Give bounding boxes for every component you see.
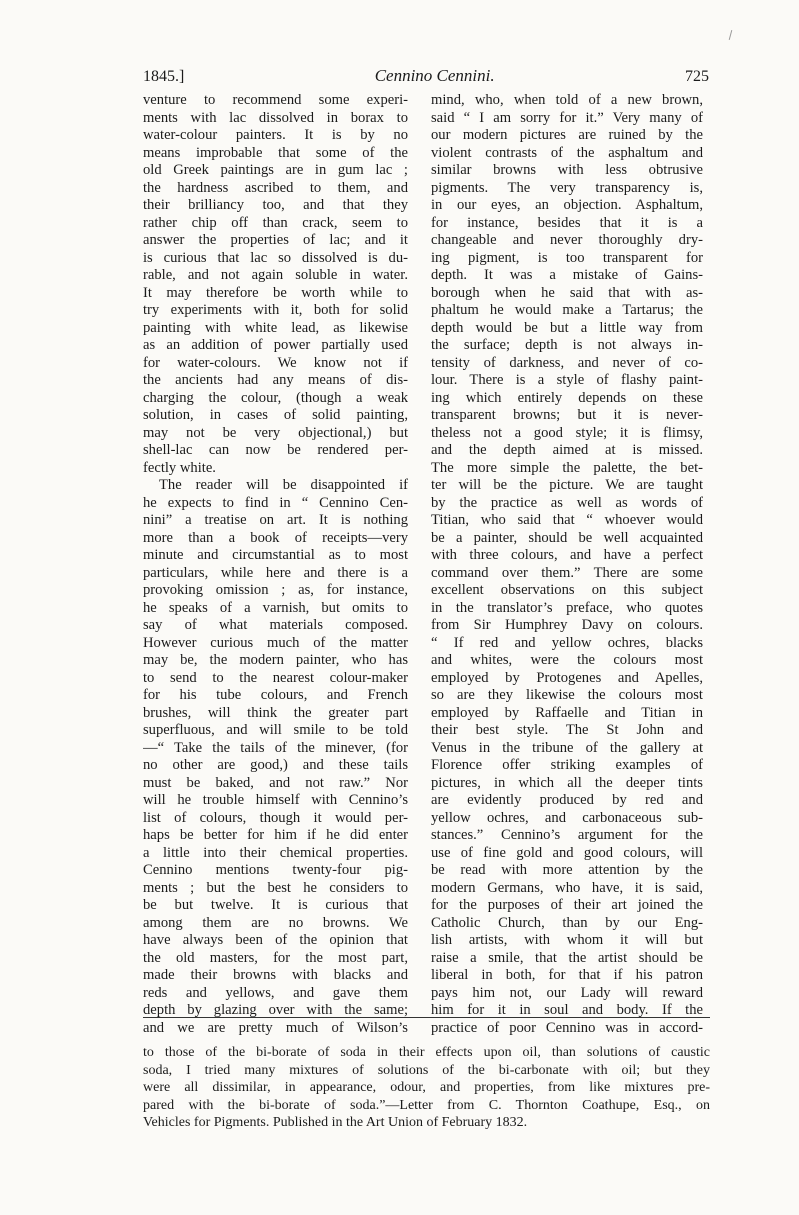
text-line: borough when he said that with as-	[431, 284, 703, 301]
text-line: the surface; depth is not always in-	[431, 337, 703, 353]
text-line: try experiments with it, both for solid	[143, 302, 408, 318]
text-line: water-colour painters. It is by no	[143, 127, 408, 143]
text-line: violent contrasts of the asphaltum and	[431, 144, 703, 161]
text-line: ing which entirely depends on these	[431, 389, 703, 406]
text-line: mind, who, when told of a new brown,	[431, 92, 703, 108]
text-line: changeable and never thoroughly dry-	[431, 232, 703, 248]
text-line: made their browns with blacks and	[143, 967, 408, 983]
text-line: similar browns with less obtrusive	[431, 162, 703, 178]
text-line: and we are pretty much of Wilson’s	[143, 1019, 408, 1036]
text-line: old Greek paintings are in gum lac ;	[143, 162, 408, 178]
text-line: excellent observations on this subject	[431, 582, 703, 598]
text-line: their best style. The St John and	[431, 722, 703, 738]
text-line: tensity of darkness, and never of co-	[431, 354, 703, 371]
text-line: raise a smile, that the artist should be	[431, 949, 703, 966]
text-line: soda, I tried many mixtures of solutions of the bi-carbonate with oil; but they	[143, 1062, 710, 1078]
text-line: for water-colours. We know not if	[143, 354, 408, 371]
text-line: the hardness ascribed to them, and	[143, 179, 408, 196]
left-text-column	[143, 92, 408, 1037]
text-line: employed by Raffaelle and Titian in	[431, 704, 703, 721]
running-title: Cennino Cennini.	[374, 66, 495, 85]
text-line: ter will be the picture. We are taught	[431, 477, 703, 493]
text-line: haps be better for him if he did enter	[143, 827, 408, 843]
text-line: the ancients had any means of dis-	[143, 372, 408, 388]
text-line: venture to recommend some experi-	[143, 92, 408, 108]
text-line: Vehicles for Pigments. Published in the Art Union of February 1832.	[143, 1115, 528, 1130]
text-line: he speaks of a varnish, but omits to	[143, 599, 408, 616]
text-line: rather chip off than crack, seem to	[143, 214, 408, 231]
text-line: say of what materials composed.	[143, 617, 408, 633]
text-line: solution, in cases of solid painting,	[143, 407, 408, 423]
text-line: command over them.” There are some	[431, 564, 703, 581]
text-line: for the purposes of their art joined the	[431, 897, 703, 913]
text-line: Catholic Church, than by our Eng-	[431, 914, 703, 931]
text-line: so are they likewise the colours most	[431, 687, 703, 703]
text-line: be a painter, should be well acquainted	[431, 529, 703, 546]
text-line: phaltum he would make a Tartarus; the	[431, 302, 703, 318]
text-line: among them are no browns. We	[143, 914, 408, 931]
text-line: for instance, besides that it is a	[431, 214, 703, 231]
text-line: by the practice as well as words of	[431, 494, 703, 511]
text-line: in the translator’s preface, who quotes	[431, 599, 703, 616]
text-line: Titian, who said that “ whoever would	[431, 512, 703, 528]
text-line: their brilliancy too, and that they	[143, 197, 408, 213]
text-line: particulars, while here and there is a	[143, 564, 408, 581]
page-header	[143, 66, 709, 90]
text-line: ments with lac dissolved in borax to	[143, 109, 408, 126]
text-line: liberal in both, for that if his patron	[431, 967, 703, 983]
text-line: will he trouble himself with Cennino’s	[143, 792, 408, 808]
text-line: with three colours, and have a perfect	[431, 547, 703, 563]
text-line: Florence offer striking examples of	[431, 757, 703, 773]
text-line: and the depth aimed at is missed.	[431, 442, 703, 458]
text-line: charging the colour, (though a weak	[143, 389, 408, 406]
footnote	[143, 1044, 710, 1132]
text-line: a little into their chemical properties.	[143, 844, 408, 861]
text-line: and whites, were the colours most	[431, 652, 703, 668]
text-line: from Sir Humphrey Davy on colours.	[431, 617, 703, 633]
text-line: —“ Take the tails of the minever, (for	[143, 739, 408, 756]
text-line: ing pigment, is too transparent for	[431, 249, 703, 266]
text-line: answer the properties of lac; and it	[143, 232, 408, 248]
text-line: list of colours, though it would per-	[143, 809, 408, 826]
text-line: be but twelve. It is curious that	[143, 897, 408, 913]
text-line: use of fine gold and good colours, will	[431, 844, 703, 861]
text-line: him for it in soul and body. If the	[431, 1002, 703, 1018]
text-line: depth by glazing over with the same;	[143, 1002, 408, 1018]
text-line: lish artists, with whom it will but	[431, 932, 703, 948]
text-line: However curious much of the matter	[143, 634, 408, 651]
text-line: he expects to find in “ Cennino Cen-	[143, 494, 408, 511]
text-line: brushes, will think the greater part	[143, 704, 408, 721]
text-line: pared with the bi-borate of soda.”—Letter from C. Thornton Coathupe, Esq., on	[143, 1097, 710, 1113]
text-line: minute and circumstantial as to most	[143, 547, 408, 563]
text-line: transparent browns; but it is never-	[431, 407, 703, 423]
text-line: as an addition of power partially used	[143, 337, 408, 353]
text-line: to send to the nearest colour-maker	[143, 669, 408, 686]
text-line: for his tube colours, and French	[143, 687, 408, 703]
text-line: provoking omission ; as, for instance,	[143, 582, 408, 598]
text-line: Venus in the tribune of the gallery at	[431, 739, 703, 756]
text-line: practice of poor Cennino was in accord-	[431, 1019, 703, 1036]
text-line: The more simple the palette, the bet-	[431, 459, 703, 476]
text-line: modern Germans, who have, it is said,	[431, 879, 703, 896]
text-line: painting with white lead, as likewise	[143, 319, 408, 336]
text-line: nini” a treatise on art. It is nothing	[143, 512, 408, 528]
text-line: must be baked, and not raw.” Nor	[143, 774, 408, 791]
text-line: may not be very objectional,) but	[143, 424, 408, 441]
text-line: superfluous, and will smile to be told	[143, 722, 408, 738]
text-line: “ If red and yellow ochres, blacks	[431, 634, 703, 651]
text-line: It may therefore be worth while to	[143, 284, 408, 301]
text-line: employed by Protogenes and Apelles,	[431, 669, 703, 686]
text-line: have always been of the opinion that	[143, 932, 408, 948]
text-line: our modern pictures are ruined by the	[431, 127, 703, 143]
text-line: reds and yellows, and gave them	[143, 984, 408, 1001]
text-line: depth. It was a mistake of Gains-	[431, 267, 703, 283]
text-line: no other are good,) and these tails	[143, 757, 408, 773]
margin-mark	[729, 30, 733, 40]
text-line: pigments. The very transparency is,	[431, 179, 703, 196]
text-line: depth would be but a little way from	[431, 319, 703, 336]
text-line: ments ; but the best he considers to	[143, 879, 408, 896]
text-line: yellow ochres, and carbonaceous sub-	[431, 809, 703, 826]
text-line: is curious that lac so dissolved is du-	[143, 249, 408, 266]
text-line: are evidently produced by red and	[431, 792, 703, 808]
text-line: stances.” Cennino’s argument for the	[431, 827, 703, 843]
page-number: 725	[685, 68, 709, 85]
text-line: rable, and not again soluble in water.	[143, 267, 408, 283]
header-year: 1845.]	[143, 68, 185, 85]
right-text-column	[431, 92, 703, 1037]
text-line: in our eyes, an objection. Asphaltum,	[431, 197, 703, 213]
text-line: to those of the bi-borate of soda in their effects upon oil, than solutions of caustic	[143, 1045, 710, 1060]
text-line: be read with more attention by the	[431, 862, 703, 878]
text-line: said “ I am sorry for it.” Very many of	[431, 109, 703, 126]
text-line: pictures, in which all the deeper tints	[431, 774, 703, 791]
text-line: means improbable that some of the	[143, 144, 408, 161]
text-line: fectly white.	[143, 459, 216, 476]
footnote-rule	[143, 1017, 710, 1018]
text-line: were all dissimilar, in appearance, odour, and properties, from like mixtures pre-	[143, 1080, 710, 1095]
text-line: more than a book of receipts—very	[143, 529, 408, 546]
text-line: The reader will be disappointed if	[159, 477, 408, 493]
text-line: shell-lac can now be rendered per-	[143, 442, 408, 458]
text-line: Cennino mentions twenty-four pig-	[143, 862, 408, 878]
text-line: theless not a good style; it is flimsy,	[431, 424, 703, 441]
text-line: the old masters, for the most part,	[143, 949, 408, 966]
text-line: pays him not, our Lady will reward	[431, 984, 703, 1001]
text-line: may be, the modern painter, who has	[143, 652, 408, 668]
text-line: lour. There is a style of flashy paint-	[431, 372, 703, 388]
